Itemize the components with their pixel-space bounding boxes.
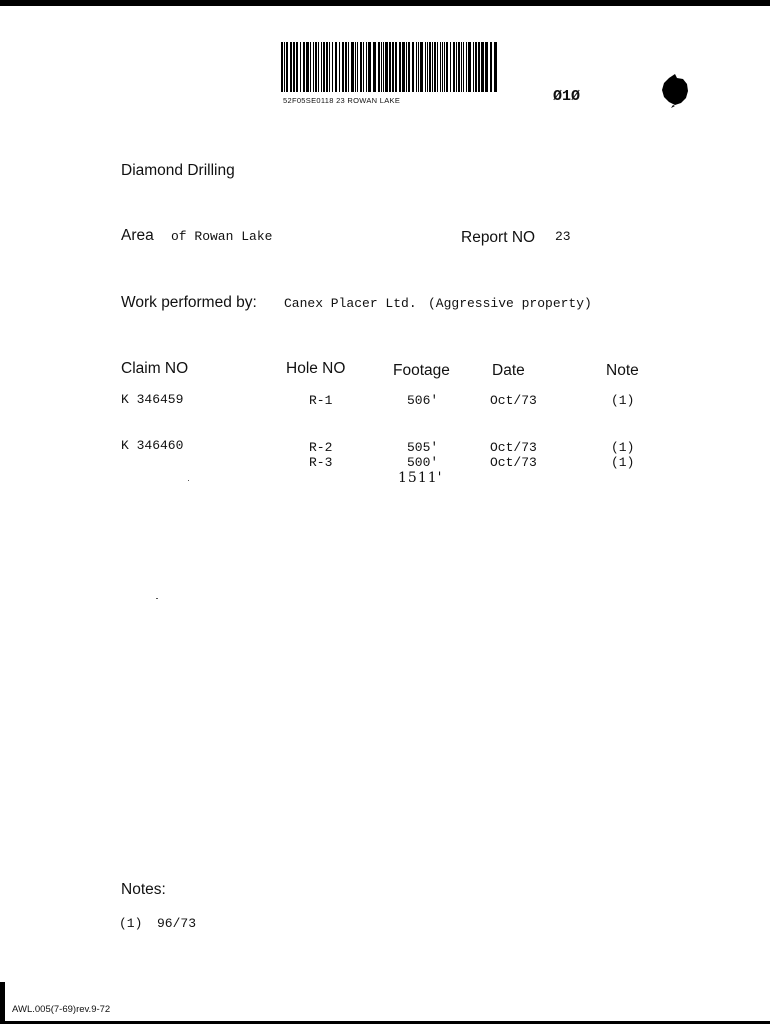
row-3-note: (1)	[611, 455, 635, 470]
column-header-claim: Claim NO	[121, 360, 189, 377]
row-1-note: (1)	[611, 393, 635, 408]
work-company: Canex Placer Ltd.	[284, 296, 417, 311]
column-header-date: Date	[492, 362, 525, 379]
report-number-value: 23	[555, 229, 571, 244]
report-number-label: Report NO	[461, 229, 536, 246]
row-2-note: (1)	[611, 440, 635, 455]
row-1-hole: R-1	[309, 393, 333, 408]
scan-edge-left	[0, 982, 5, 1024]
scan-edge-top	[0, 0, 770, 6]
document-code: Ø1Ø	[553, 88, 581, 105]
form-title: Diamond Drilling	[121, 162, 235, 179]
scan-speck	[188, 480, 189, 481]
row-3-hole: R-3	[309, 455, 333, 470]
row-3-date: Oct/73	[490, 455, 537, 470]
row-2-footage: 505'	[407, 440, 439, 455]
row-1-claim: K 346459	[121, 392, 184, 407]
row-2-hole: R-2	[309, 440, 333, 455]
row-2-date: Oct/73	[490, 440, 537, 455]
row-1-footage: 506'	[407, 393, 439, 408]
work-performed-label: Work performed by:	[121, 294, 257, 311]
area-label: Area	[121, 227, 154, 244]
note-1-text: 96/73	[157, 916, 197, 931]
barcode	[281, 42, 497, 92]
scan-speck	[156, 598, 158, 599]
row-2-claim: K 346460	[121, 438, 184, 453]
notes-label: Notes:	[121, 881, 166, 898]
handwritten-footage-total: 1511'	[398, 470, 443, 486]
ink-blot-mark	[660, 72, 690, 108]
barcode-caption: 52F05SE0118 23 ROWAN LAKE	[283, 96, 401, 105]
work-property-note: (Aggressive property)	[428, 296, 592, 311]
area-value: of Rowan Lake	[171, 229, 273, 244]
column-header-footage: Footage	[393, 362, 450, 379]
row-3-footage: 500'	[407, 455, 439, 470]
column-header-note: Note	[606, 362, 639, 379]
row-1-date: Oct/73	[490, 393, 537, 408]
column-header-hole: Hole NO	[286, 360, 346, 377]
note-1-marker: (1)	[119, 916, 143, 931]
form-identifier: AWL.005(7-69)rev.9-72	[12, 1004, 111, 1015]
